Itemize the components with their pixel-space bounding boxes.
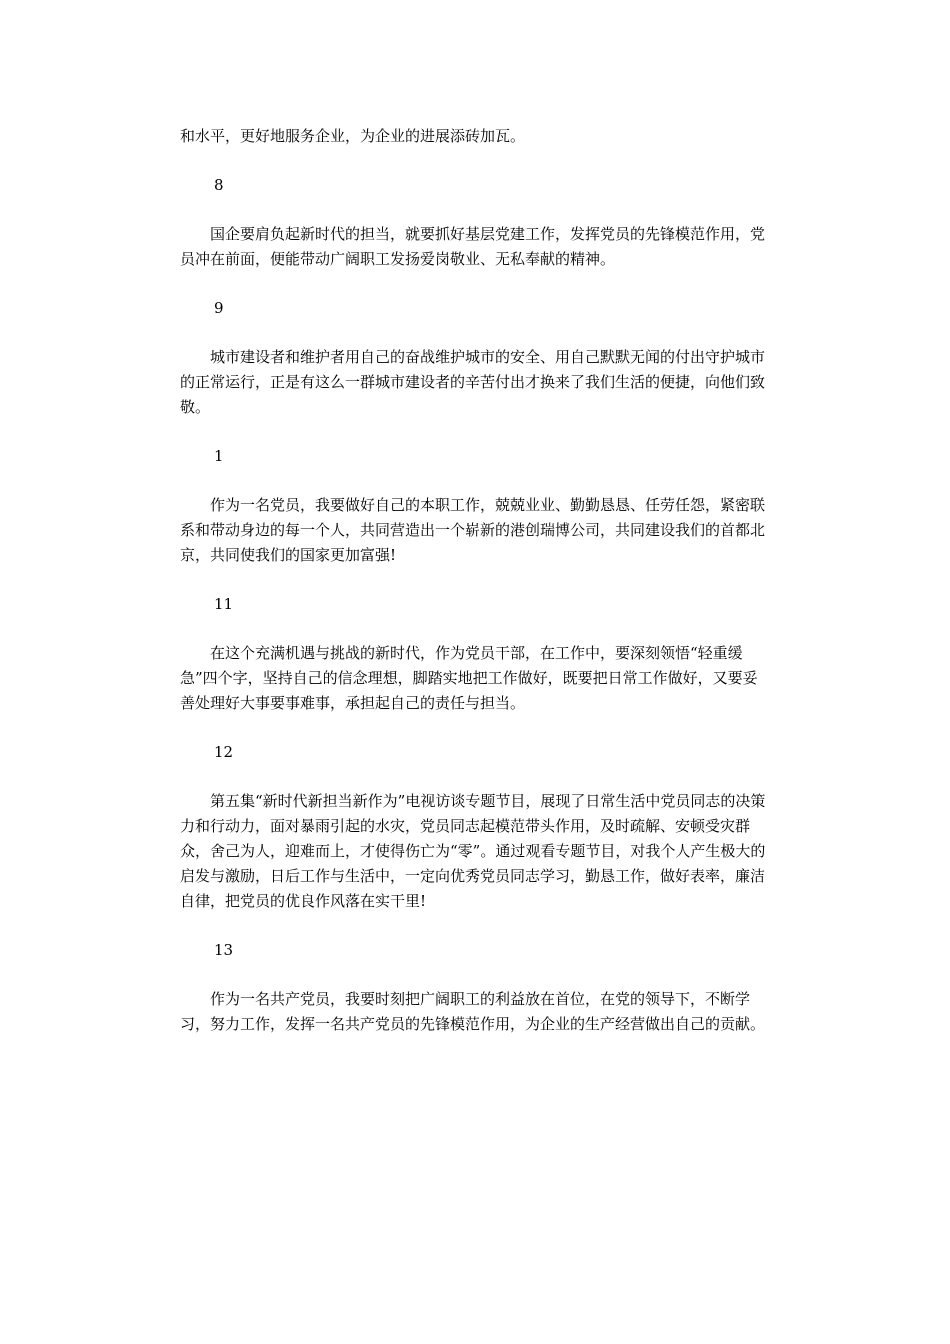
section-number: 12 (214, 743, 234, 761)
section-number: 13 (214, 941, 234, 959)
section-number: 8 (214, 176, 224, 194)
document-body (180, 124, 772, 1037)
paragraph-continuation: 和水平，更好地服务企业，为企业的进展添砖加瓦。 (180, 127, 526, 145)
section-number: 9 (214, 299, 224, 317)
paragraph: 作为一名共产党员，我要时刻把广阔职工的利益放在首位，在党的领导下，不断学习，努力工作，发挥一名共产党员的先锋模范作用，为企业的生产经营做出自己的贡献。 (180, 990, 766, 1033)
paragraph: 城市建设者和维护者用自己的奋战维护城市的安全、用自己默默无闻的付出守护城市的正常运行，正是有这么一群城市建设者的辛苦付出才换来了我们生活的便捷，向他们致敬。 (180, 348, 766, 416)
paragraph: 第五集“新时代新担当新作为”电视访谈专题节目，展现了日常生活中党员同志的决策力和行动力，面对暴雨引起的水灾，党员同志起模范带头作用，及时疏解、安顿受灾群众，舍己为人，迎难而上，才使得伤亡为“零”。通过观看专题节目，对我个人产生极大的启发与激励，日后工作与生活中，一定向优秀党员同志学习，勤恳工作，做好表率，廉洁自律，把党员的优良作风落在实干里! (180, 792, 766, 910)
section-number: 1 (214, 447, 224, 465)
paragraph: 国企要肩负起新时代的担当，就要抓好基层党建工作，发挥党员的先锋模范作用，党员冲在前面，便能带动广阔职工发扬爱岗敬业、无私奉献的精神。 (180, 225, 766, 268)
paragraph: 作为一名党员，我要做好自己的本职工作，兢兢业业、勤勤恳恳、任劳任怨，紧密联系和带动身边的每一个人，共同营造出一个崭新的港创瑞博公司，共同建设我们的首都北京，共同使我们的国家更加富强! (180, 496, 766, 564)
paragraph: 在这个充满机遇与挑战的新时代，作为党员干部，在工作中，要深刻领悟“轻重缓急”四个字，坚持自己的信念理想，脚踏实地把工作做好，既要把日常工作做好，又要妥善处理好大事要事难事，承担起自己的责任与担当。 (180, 644, 758, 712)
section-number: 11 (214, 595, 234, 613)
